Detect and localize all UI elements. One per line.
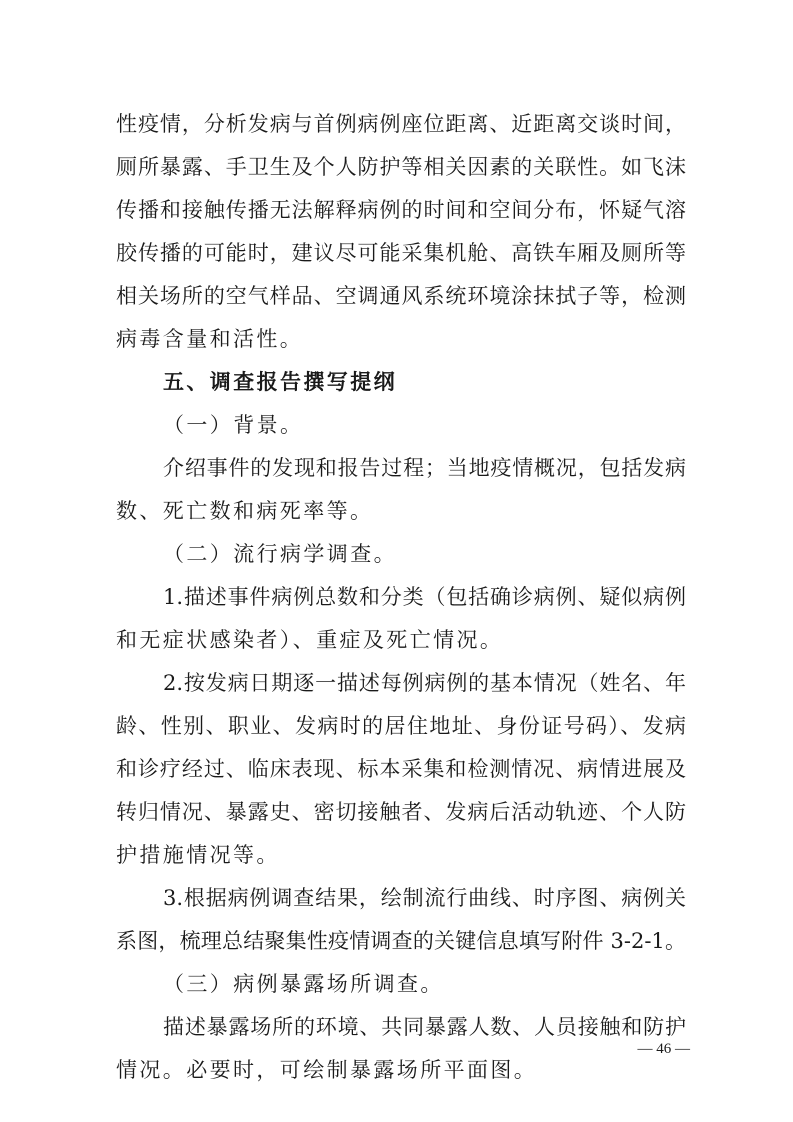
paragraph-line: 厕所暴露、手卫生及个人防护等相关因素的关联性。如飞沫 <box>116 155 686 179</box>
list-item-line: 2.按发病日期逐一描述每例病例的基本情况（姓名、年 <box>163 671 686 695</box>
paragraph-line: 数、死亡数和病死率等。 <box>116 499 374 523</box>
page-number: — 46 — <box>637 1041 690 1057</box>
paragraph-line: 病毒含量和活性。 <box>116 327 304 351</box>
paragraph-line: 传播和接触传播无法解释病例的时间和空间分布，怀疑气溶 <box>116 198 686 222</box>
paragraph-line: 胶传播的可能时，建议尽可能采集机舱、高铁车厢及厕所等 <box>116 241 686 265</box>
list-item-line: 龄、性别、职业、发病时的居住地址、身份证号码）、发病 <box>116 714 686 738</box>
list-item-line: 和诊疗经过、临床表现、标本采集和检测情况、病情进展及 <box>116 757 686 781</box>
subsection-heading-background: （一）背景。 <box>163 413 304 437</box>
paragraph-line: 描述暴露场所的环境、共同暴露人数、人员接触和防护 <box>163 1015 686 1039</box>
paragraph-line: 性疫情，分析发病与首例病例座位距离、近距离交谈时间， <box>116 112 686 136</box>
list-item-line: 3.根据病例调查结果，绘制流行曲线、时序图、病例关 <box>163 886 686 910</box>
paragraph-line: 情况。必要时，可绘制暴露场所平面图。 <box>116 1058 538 1082</box>
list-item-line: 转归情况、暴露史、密切接触者、发病后活动轨迹、个人防 <box>116 800 686 824</box>
list-item-line: 和无症状感染者）、重症及死亡情况。 <box>116 628 504 652</box>
paragraph-line: 相关场所的空气样品、空调通风系统环境涂抹拭子等，检测 <box>116 284 686 308</box>
paragraph-line: 介绍事件的发现和报告过程；当地疫情概况，包括发病 <box>163 456 686 480</box>
list-item-line: 护措施情况等。 <box>116 843 280 867</box>
section-heading: 五、调查报告撰写提纲 <box>163 370 397 394</box>
list-item-line: 1.描述事件病例总数和分类（包括确诊病例、疑似病例 <box>163 585 686 609</box>
list-item-line: 系图，梳理总结聚集性疫情调查的关键信息填写附件 3-2-1。 <box>116 929 686 953</box>
subsection-heading-exposure: （三）病例暴露场所调查。 <box>163 972 444 996</box>
subsection-heading-epidemiology: （二）流行病学调查。 <box>163 542 397 566</box>
